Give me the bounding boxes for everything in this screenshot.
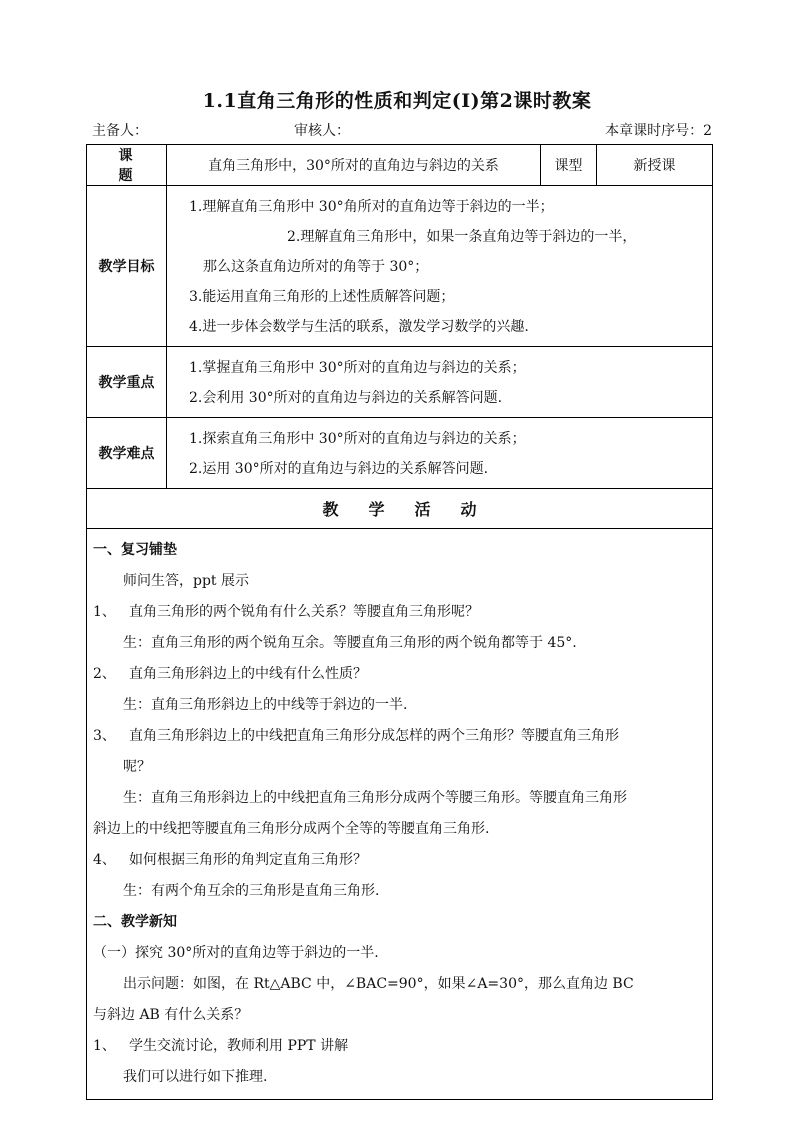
section-heading: 一、复习铺垫 <box>93 542 177 558</box>
question-number: 1、 <box>93 604 116 620</box>
reviewer-label: 审核人： <box>294 123 350 139</box>
difficulty-line: 2.运用 30°所对的直角边与斜边的关系解答问题. <box>189 461 489 477</box>
lesson-plan-table <box>86 144 713 1100</box>
section-heading: 二、教学新知 <box>93 914 177 930</box>
question-item <box>93 597 702 628</box>
question-number: 4、 <box>93 852 116 868</box>
subsection-heading: （一）探究 30°所对的直角边等于斜边的一半. <box>93 945 379 961</box>
section-intro: 师问生答，ppt 展示 <box>123 573 249 589</box>
answer-text: 生：直角三角形斜边上的中线把直角三角形分成两个等腰三角形。等腰直角三角形 <box>123 790 627 806</box>
topic-value: 直角三角形中，30°所对的直角边与斜边的关系 <box>167 145 541 186</box>
goals-label: 教学目标 <box>87 186 167 347</box>
answer-text: 生：直角三角形斜边上的中线等于斜边的一半. <box>123 697 408 713</box>
question-text: 直角三角形的两个锐角有什么关系？等腰直角三角形呢？ <box>129 604 479 620</box>
activity-header-row <box>87 489 713 529</box>
key-point-line: 1.掌握直角三角形中 30°所对的直角边与斜边的关系； <box>189 360 526 376</box>
topic-row <box>87 145 713 186</box>
question-number: 2、 <box>93 666 116 682</box>
question-text: 如何根据三角形的角判定直角三角形？ <box>129 852 367 868</box>
page-title: 1.1直角三角形的性质和判定(Ⅰ)第2课时教案 <box>202 90 592 112</box>
question-item <box>93 845 702 876</box>
key-points-row <box>87 347 713 418</box>
goal-line: 3.能运用直角三角形的上述性质解答问题； <box>189 289 455 305</box>
goal-line: 2.理解直角三角形中，如果一条直角边等于斜边的一半， <box>287 229 637 245</box>
activity-body-row <box>87 529 713 1100</box>
question-text: 直角三角形斜边上的中线把直角三角形分成怎样的两个三角形？等腰直角三角形 <box>129 728 619 744</box>
answer-text: 生：直角三角形的两个锐角互余。等腰直角三角形的两个锐角都等于 45°. <box>123 635 577 651</box>
key-point-line: 2.会利用 30°所对的直角边与斜边的关系解答问题. <box>189 390 503 406</box>
question-item <box>93 659 702 690</box>
difficulties-row <box>87 418 713 489</box>
step-detail: 我们可以进行如下推理. <box>123 1069 268 1085</box>
question-text-continued: 呢？ <box>123 759 151 775</box>
difficulty-line: 1.探索直角三角形中 30°所对的直角边与斜边的关系； <box>189 431 526 447</box>
key-points-content <box>167 347 713 418</box>
activity-body <box>87 529 713 1100</box>
problem-text-continued: 与斜边 AB 有什么关系？ <box>93 1007 249 1023</box>
topic-label: 课 题 <box>87 145 167 186</box>
problem-text: 出示问题：如图，在 Rt△ABC 中，∠BAC=90°，如果∠A=30°，那么直角边 BC <box>123 976 634 992</box>
lesson-type-value: 新授课 <box>597 145 713 186</box>
step-text: 学生交流讨论，教师利用 PPT 讲解 <box>129 1038 349 1054</box>
key-points-label: 教学重点 <box>87 347 167 418</box>
goal-line: 1.理解直角三角形中 30°角所对的直角边等于斜边的一半； <box>189 199 554 215</box>
question-number: 3、 <box>93 728 116 744</box>
step-item <box>93 1031 702 1062</box>
goal-line: 那么这条直角边所对的角等于 30°； <box>203 259 429 275</box>
difficulties-label: 教学难点 <box>87 418 167 489</box>
step-number: 1、 <box>93 1038 116 1054</box>
difficulties-content <box>167 418 713 489</box>
answer-text-continued: 斜边上的中线把等腰直角三角形分成两个全等的等腰直角三角形. <box>93 821 490 837</box>
lesson-meta <box>86 120 712 142</box>
question-text: 直角三角形斜边上的中线有什么性质？ <box>129 666 367 682</box>
goal-line: 4.进一步体会数学与生活的联系，激发学习数学的兴趣. <box>189 319 529 335</box>
question-item <box>93 721 702 752</box>
lesson-type-label: 课型 <box>541 145 597 186</box>
goals-row <box>87 186 713 347</box>
preparer-label: 主备人： <box>92 123 148 139</box>
answer-text: 生：有两个角互余的三角形是直角三角形. <box>123 883 380 899</box>
activity-header: 教学活动 <box>87 489 713 529</box>
lesson-number: 本章课时序号：2 <box>605 123 712 139</box>
goals-content <box>167 186 713 347</box>
